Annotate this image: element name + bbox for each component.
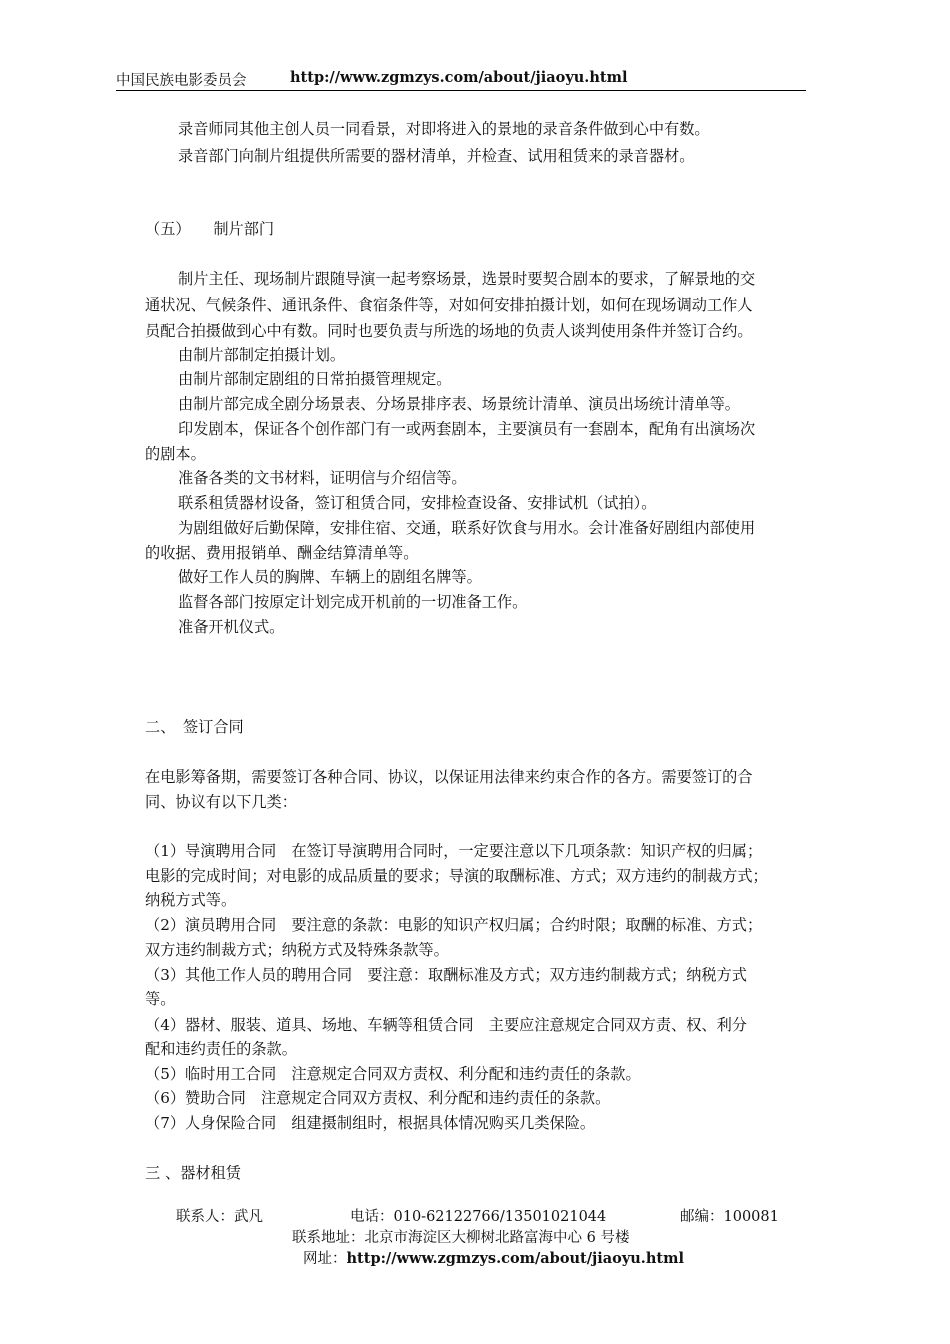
paragraph-line: 电影的完成时间；对电影的成品质量的要求；导演的取酬标准、方式；双方违约的制裁方式； [145,867,768,885]
paragraph-line: 为剧组做好后勤保障，安排住宿、交通，联系好饮食与用水。会计准备好剧组内部使用 [178,519,756,537]
section-heading: 二、 签订合同 [145,718,244,736]
paragraph-line: 准备开机仪式。 [178,618,285,636]
footer-address: 联系地址：北京市海淀区大柳树北路富海中心 6 号楼 [292,1230,630,1246]
paragraph-line: （1）导演聘用合同 在签订导演聘用合同时，一定要注意以下几项条款：知识产权的归属； [145,842,763,860]
paragraph-line: 监督各部门按原定计划完成开机前的一切准备工作。 [178,593,528,611]
footer-phone: 电话：010-62122766/13501021044 [350,1209,607,1225]
paragraph-line: 印发剧本，保证各个创作部门有一或两套剧本，主要演员有一套剧本，配角有出演场次 [178,420,756,438]
footer-web-label: 网址： [303,1251,347,1267]
paragraph-line: （2）演员聘用合同 要注意的条款：电影的知识产权归属；合约时限；取酬的标准、方式； [145,916,763,934]
footer-web [303,1247,684,1268]
paragraph-line: 由制片部完成全剧分场景表、分场景排序表、场景统计清单、演员出场统计清单等。 [178,395,740,413]
paragraph-line: 联系租赁器材设备，签订租赁合同，安排检查设备、安排试机（试拍）。 [178,494,657,512]
footer-contact: 联系人：武凡 [176,1209,263,1225]
paragraph-line: 同、协议有以下几类： [145,793,297,811]
paragraph-line: （3）其他工作人员的聘用合同 要注意：取酬标准及方式；双方违约制裁方式；纳税方式 [145,966,747,984]
paragraph-line: （5）临时用工合同 注意规定合同双方责权、利分配和违约责任的条款。 [145,1065,641,1083]
section-heading: （五） 制片部门 [145,220,275,238]
paragraph-line: 的剧本。 [145,445,206,463]
section-heading: 三 、器材租赁 [145,1164,241,1182]
paragraph-line: （7）人身保险合同 组建摄制组时，根据具体情况购买几类保险。 [145,1114,596,1132]
paragraph-line: 由制片部制定拍摄计划。 [178,346,346,364]
paragraph-line: 制片主任、现场制片跟随导演一起考察场景，选景时要契合剧本的要求，了解景地的交 [178,270,756,288]
paragraph-line: 录音部门向制片组提供所需要的器材清单，并检查、试用租赁来的录音器材。 [178,147,695,165]
footer-zip: 邮编：100081 [680,1209,779,1225]
paragraph-line: 录音师同其他主创人员一同看景，对即将进入的景地的录音条件做到心中有数。 [178,120,710,138]
page-header [116,66,806,91]
paragraph-line: 等。 [145,990,176,1008]
paragraph-line: 员配合拍摄做到心中有数。同时也要负责与所选的场地的负责人谈判使用条件并签订合约。 [145,322,753,340]
header-url[interactable]: http://www.zgmzys.com/about/jiaoyu.html [290,69,628,86]
paragraph-line: 双方违约制裁方式；纳税方式及特殊条款等。 [145,941,449,959]
paragraph-line: （6）赞助合同 注意规定合同双方责权、利分配和违约责任的条款。 [145,1089,611,1107]
paragraph-line: 做好工作人员的胸牌、车辆上的剧组名牌等。 [178,568,482,586]
paragraph-line: 在电影筹备期，需要签订各种合同、协议，以保证用法律来约束合作的各方。需要签订的合 [145,768,753,786]
paragraph-line: 由制片部制定剧组的日常拍摄管理规定。 [178,370,452,388]
footer-web-url[interactable]: http://www.zgmzys.com/about/jiaoyu.html [346,1250,684,1267]
paragraph-line: 的收据、费用报销单、酬金结算清单等。 [145,544,419,562]
paragraph-line: 纳税方式等。 [145,891,237,909]
paragraph-line: （4）器材、服装、道具、场地、车辆等租赁合同 主要应注意规定合同双方责、权、利分 [145,1016,747,1034]
paragraph-line: 配和违约责任的条款。 [145,1040,297,1058]
paragraph-line: 准备各类的文书材料，证明信与介绍信等。 [178,469,467,487]
paragraph-line: 通状况、气候条件、通讯条件、食宿条件等，对如何安排拍摄计划，如何在现场调动工作人 [145,296,753,314]
header-org: 中国民族电影委员会 [116,73,247,89]
